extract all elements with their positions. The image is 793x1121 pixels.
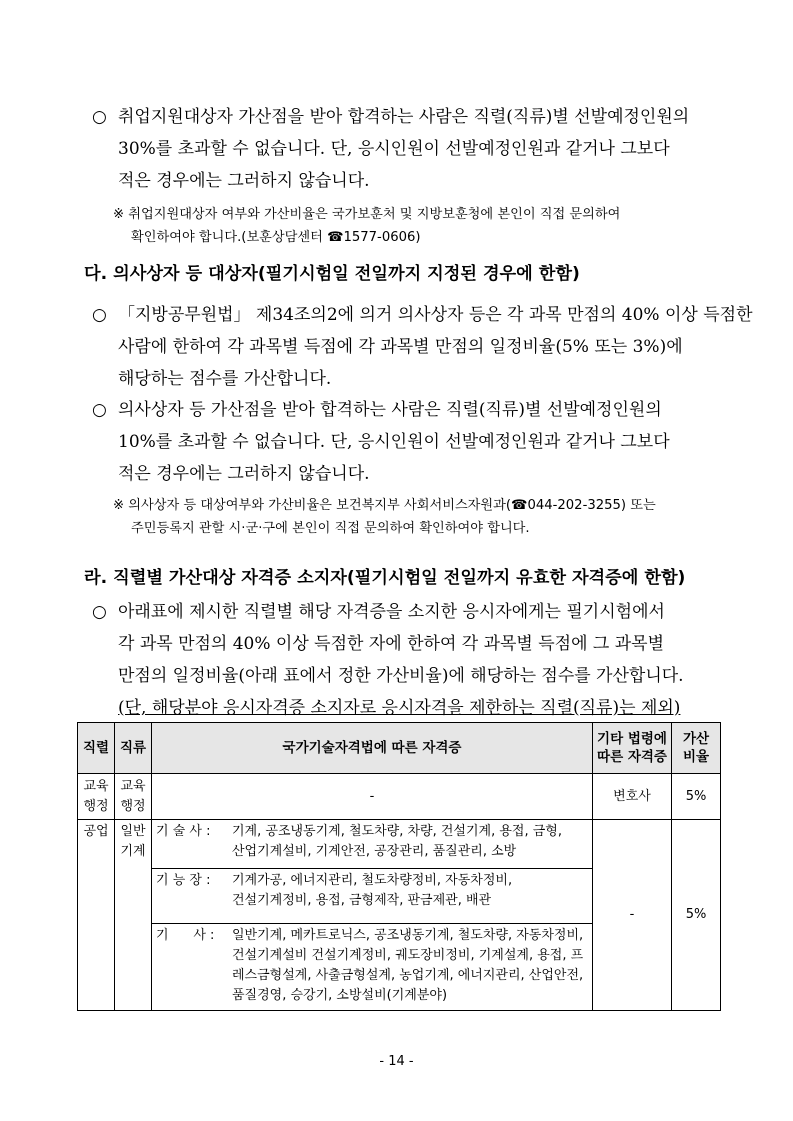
cell-jikryeol <box>78 774 115 820</box>
cell-other-certificate: - <box>593 820 672 1011</box>
header-national-certificate: 국가기술자격법에 따른 자격증 <box>152 723 593 774</box>
certificate-group-engineer <box>152 924 592 1010</box>
paragraph-line: 30%를 초과할 수 없습니다. 단, 응시인원이 선발예정인원과 같거나 그보다 <box>118 139 670 159</box>
circle-bullet: ○ <box>92 107 107 127</box>
note-line: ※ 취업지원대상자 여부와 가산비율은 국가보훈처 및 지방보훈청에 본인이 직접 문의하여 <box>113 207 621 222</box>
paragraph-line: 적은 경우에는 그러하지 않습니다. <box>118 464 370 484</box>
certificate-line: 기계, 공조냉동기계, 철도차량, 차량, 건설기계, 용접, 금형, <box>232 824 562 839</box>
paragraph-line: 의사상자 등 가산점을 받아 합격하는 사람은 직렬(직류)별 선발예정인원의 <box>118 400 662 420</box>
certificate-line: 건설기계설비 건설기계정비, 궤도장비정비, 기계설계, 용접, 프 <box>232 948 584 963</box>
paragraph-line: 「지방공무원법」 제34조의2에 의거 의사상자 등은 각 과목 만점의 40% 이상 득점한 <box>118 305 753 325</box>
certificate-bonus-table <box>77 722 721 1011</box>
page-number: - 14 - <box>379 1054 414 1069</box>
paragraph-line: 취업지원대상자 가산점을 받아 합격하는 사람은 직렬(직류)별 선발예정인원의 <box>118 107 690 127</box>
paragraph-line: 10%를 초과할 수 없습니다. 단, 응시인원이 선발예정인원과 같거나 그보다 <box>118 432 670 452</box>
header-other-certificate-line1: 기타 법령에 <box>597 731 667 747</box>
header-jikryeol: 직렬 <box>78 723 115 774</box>
certificate-group-master-craftsman <box>152 869 592 924</box>
header-other-certificate-line2: 따른 자격증 <box>597 749 667 765</box>
certificate-line: 품질경영, 승강기, 소방설비(기계분야) <box>232 988 448 1003</box>
paragraph-righteous-persons-quota <box>92 394 722 490</box>
header-jikryu: 직류 <box>115 723 152 774</box>
cell-text: 교육 <box>83 778 109 794</box>
cell-jikryu <box>115 774 152 820</box>
paragraph-veterans-quota <box>92 101 722 197</box>
certificate-line: 일반기계, 메카트로닉스, 공조냉동기계, 철도차량, 자동차정비, <box>232 928 584 943</box>
paragraph-righteous-persons-bonus <box>92 299 753 395</box>
note-line: 주민등록지 관할 시·군·구에 본인이 직접 문의하여 확인하여야 합니다. <box>131 521 530 536</box>
cell-national-certificate: - <box>152 774 593 820</box>
cell-jikryeol: 공업 <box>78 820 115 1011</box>
note-line: 확인하여야 합니다.(보훈상담센터 ☎1577-0606) <box>131 230 421 245</box>
cell-text: 기계 <box>120 844 146 859</box>
paragraph-line: 각 과목 만점의 40% 이상 득점한 자에 한하여 각 과목별 득점에 그 과목별 <box>118 634 665 654</box>
header-bonus-rate-line1: 가산 <box>682 731 710 747</box>
cell-other-certificate: 변호사 <box>593 774 672 820</box>
certificate-group-list <box>228 924 589 1010</box>
certificate-line: 산업기계설비, 기계안전, 공장관리, 품질관리, 소방 <box>232 844 517 859</box>
circle-bullet: ○ <box>92 602 107 622</box>
certificate-group-professional-engineer <box>152 820 592 869</box>
header-other-certificate <box>593 723 672 774</box>
header-bonus-rate <box>672 723 721 774</box>
certificate-line: 레스금형설계, 사출금형설계, 농업기계, 에너지관리, 산업안전, <box>232 968 584 983</box>
paragraph-line: 만점의 일정비율(아래 표에서 정한 가산비율)에 해당하는 점수를 가산합니다. <box>118 666 684 686</box>
cell-text: 교육 <box>120 778 146 794</box>
note-righteous-persons-inquiry <box>113 494 728 540</box>
certificate-group-list <box>228 820 568 868</box>
table-row <box>78 820 721 1011</box>
circle-bullet: ○ <box>92 400 107 420</box>
circle-bullet: ○ <box>92 305 107 325</box>
certificate-line: 기계가공, 에너지관리, 철도차량정비, 자동차정비, <box>232 873 513 888</box>
paragraph-line: 적은 경우에는 그러하지 않습니다. <box>118 171 370 191</box>
cell-text: 일반 <box>120 824 146 839</box>
cell-national-certificate-list <box>152 820 593 1011</box>
paragraph-certificate-bonus <box>92 596 722 724</box>
section-heading-da: 다. 의사상자 등 대상자(필기시험일 전일까지 지정된 경우에 한함) <box>84 264 580 284</box>
section-heading-ra: 라. 직렬별 가산대상 자격증 소지자(필기시험일 전일까지 유효한 자격증에 한함) <box>84 568 686 588</box>
header-bonus-rate-line2: 비율 <box>682 749 710 765</box>
paragraph-line: 해당하는 점수를 가산합니다. <box>118 369 332 389</box>
note-veterans-inquiry <box>113 203 728 249</box>
cell-bonus-rate: 5% <box>672 774 721 820</box>
cell-bonus-rate: 5% <box>672 820 721 1011</box>
paragraph-exception-line: (단, 해당분야 응시자격증 소지자로 응시자격을 제한하는 직렬(직류)는 제외) <box>118 698 681 718</box>
cell-text: 행정 <box>83 798 109 814</box>
cell-jikryu <box>115 820 152 1011</box>
cell-text: 행정 <box>120 798 146 814</box>
certificate-group-list <box>228 869 518 923</box>
table-row <box>78 774 721 820</box>
certificate-group-label: 기 술 사 : <box>156 824 211 839</box>
certificate-group-label: 기 능 장 : <box>156 873 211 888</box>
paragraph-line: 사람에 한하여 각 과목별 득점에 각 과목별 만점의 일정비율(5% 또는 3%)에 <box>118 337 683 357</box>
certificate-line: 건설기계정비, 용접, 금형제작, 판금제관, 배관 <box>232 893 492 908</box>
table-header-row <box>78 723 721 774</box>
certificate-group-label: 기 사 : <box>156 928 215 943</box>
note-line: ※ 의사상자 등 대상여부와 가산비율은 보건복지부 사회서비스자원과(☎044-202-3255) 또는 <box>113 498 656 513</box>
paragraph-line: 아래표에 제시한 직렬별 해당 자격증을 소지한 응시자에게는 필기시험에서 <box>118 602 665 622</box>
